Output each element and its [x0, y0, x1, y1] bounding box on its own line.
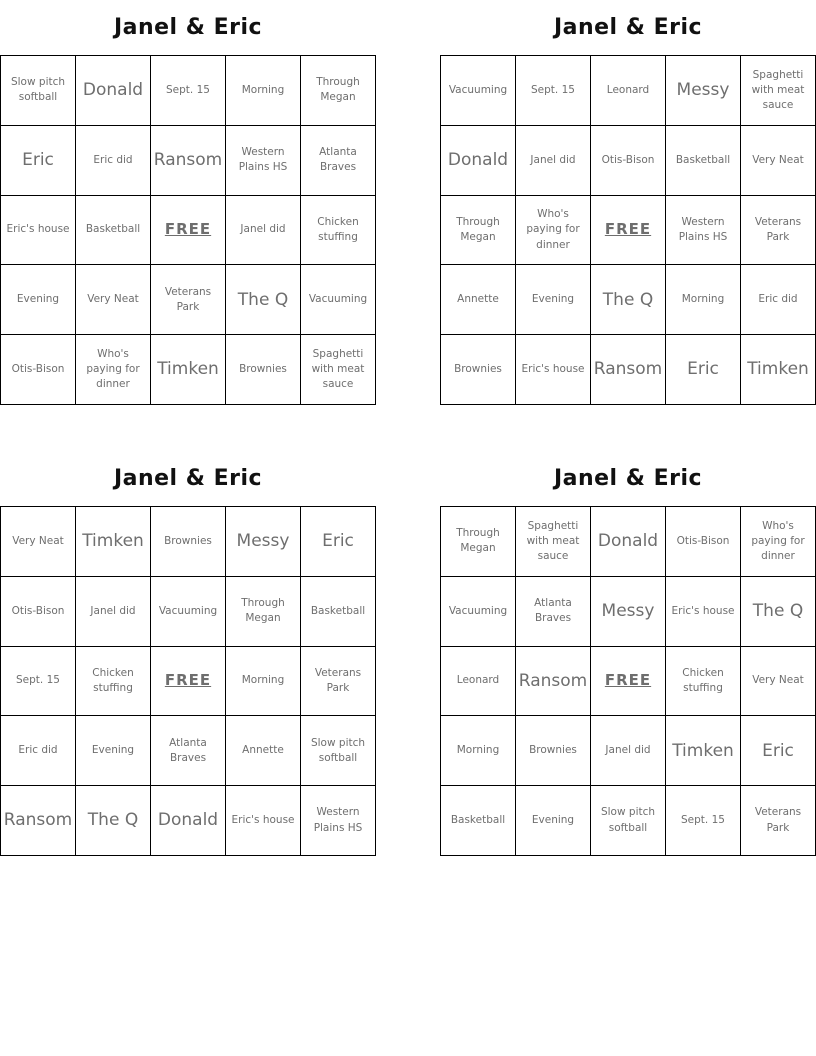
bingo-cell: Ransom: [516, 647, 591, 717]
bingo-cell: Otis-Bison: [1, 577, 76, 647]
bingo-cell: Donald: [441, 126, 516, 196]
bingo-cell: Brownies: [516, 716, 591, 786]
bingo-cell: Who's paying for dinner: [516, 196, 591, 266]
bingo-cell: Who's paying for dinner: [741, 507, 816, 577]
bingo-cell: Eric: [1, 126, 76, 196]
bingo-cell: Eric: [301, 507, 376, 577]
bingo-cell: Sept. 15: [151, 56, 226, 126]
bingo-cell: Chicken stuffing: [301, 196, 376, 266]
bingo-cell: Evening: [516, 265, 591, 335]
bingo-cell: Western Plains HS: [666, 196, 741, 266]
bingo-cell: Morning: [226, 647, 301, 717]
bingo-cell: Through Megan: [441, 507, 516, 577]
bingo-cell: Slow pitch softball: [301, 716, 376, 786]
bingo-cell: Veterans Park: [741, 196, 816, 266]
bingo-cell: Donald: [591, 507, 666, 577]
bingo-cell: Leonard: [591, 56, 666, 126]
bingo-cell: Vacuuming: [151, 577, 226, 647]
bingo-cell: Basketball: [301, 577, 376, 647]
bingo-cell: Janel did: [591, 716, 666, 786]
bingo-cell: Through Megan: [441, 196, 516, 266]
bingo-cell: Eric's house: [1, 196, 76, 266]
bingo-cell: Evening: [1, 265, 76, 335]
bingo-cell: Spaghetti with meat sauce: [301, 335, 376, 405]
bingo-cell: Ransom: [1, 786, 76, 856]
bingo-cell: Donald: [76, 56, 151, 126]
bingo-cell: Slow pitch softball: [1, 56, 76, 126]
bingo-cell: Sept. 15: [1, 647, 76, 717]
bingo-cell: Brownies: [441, 335, 516, 405]
bingo-cell: Eric's house: [666, 577, 741, 647]
bingo-cell: Janel did: [226, 196, 301, 266]
bingo-cell: Janel did: [76, 577, 151, 647]
bingo-grid: [440, 55, 816, 405]
bingo-cell: Janel did: [516, 126, 591, 196]
bingo-cell: Through Megan: [226, 577, 301, 647]
free-cell: FREE: [591, 647, 666, 717]
bingo-cell: The Q: [76, 786, 151, 856]
bingo-cell: Western Plains HS: [226, 126, 301, 196]
bingo-cell: Sept. 15: [516, 56, 591, 126]
bingo-cell: Eric did: [76, 126, 151, 196]
bingo-cell: Morning: [666, 265, 741, 335]
bingo-cell: Messy: [226, 507, 301, 577]
bingo-cell: Timken: [76, 507, 151, 577]
bingo-cell: Through Megan: [301, 56, 376, 126]
free-cell: FREE: [151, 196, 226, 266]
bingo-cell: Eric: [666, 335, 741, 405]
bingo-cell: Evening: [76, 716, 151, 786]
bingo-cell: Timken: [151, 335, 226, 405]
bingo-cell: Eric's house: [516, 335, 591, 405]
card-title: Janel & Eric: [113, 466, 263, 491]
bingo-cell: Morning: [441, 716, 516, 786]
bingo-cell: Otis-Bison: [666, 507, 741, 577]
card-title: Janel & Eric: [553, 15, 703, 40]
bingo-cell: Vacuuming: [441, 577, 516, 647]
bingo-cell: Veterans Park: [741, 786, 816, 856]
bingo-card: [440, 14, 816, 405]
bingo-cell: Brownies: [226, 335, 301, 405]
bingo-cell: Annette: [226, 716, 301, 786]
bingo-cell: Donald: [151, 786, 226, 856]
bingo-cell: Atlanta Braves: [151, 716, 226, 786]
bingo-cell: Timken: [741, 335, 816, 405]
bingo-cell: The Q: [591, 265, 666, 335]
bingo-cell: The Q: [741, 577, 816, 647]
bingo-cell: Very Neat: [76, 265, 151, 335]
bingo-cell: Otis-Bison: [591, 126, 666, 196]
bingo-cell: Slow pitch softball: [591, 786, 666, 856]
bingo-cell: Annette: [441, 265, 516, 335]
bingo-cell: Eric did: [1, 716, 76, 786]
bingo-cell: Eric: [741, 716, 816, 786]
bingo-cell: Basketball: [76, 196, 151, 266]
bingo-cell: Ransom: [151, 126, 226, 196]
bingo-cell: Basketball: [666, 126, 741, 196]
bingo-card: [440, 465, 816, 856]
bingo-cell: Vacuuming: [441, 56, 516, 126]
bingo-cell: Vacuuming: [301, 265, 376, 335]
bingo-cell: Atlanta Braves: [301, 126, 376, 196]
bingo-cell: Morning: [226, 56, 301, 126]
bingo-cell: Western Plains HS: [301, 786, 376, 856]
bingo-cell: Very Neat: [1, 507, 76, 577]
bingo-cell: Ransom: [591, 335, 666, 405]
card-title: Janel & Eric: [113, 15, 263, 40]
bingo-cell: Brownies: [151, 507, 226, 577]
bingo-cell: Evening: [516, 786, 591, 856]
bingo-cell: Very Neat: [741, 126, 816, 196]
bingo-cell: Atlanta Braves: [516, 577, 591, 647]
bingo-cell: Eric's house: [226, 786, 301, 856]
free-cell: FREE: [151, 647, 226, 717]
bingo-cell: Eric did: [741, 265, 816, 335]
bingo-cell: Messy: [591, 577, 666, 647]
bingo-grid: [0, 55, 376, 405]
free-cell: FREE: [591, 196, 666, 266]
bingo-cell: Who's paying for dinner: [76, 335, 151, 405]
bingo-cell: Basketball: [441, 786, 516, 856]
bingo-card: [0, 14, 376, 405]
bingo-cell: Messy: [666, 56, 741, 126]
bingo-cell: Sept. 15: [666, 786, 741, 856]
bingo-cell: Chicken stuffing: [666, 647, 741, 717]
bingo-card: [0, 465, 376, 856]
bingo-cell: Leonard: [441, 647, 516, 717]
bingo-cell: Spaghetti with meat sauce: [741, 56, 816, 126]
bingo-cell: Very Neat: [741, 647, 816, 717]
bingo-grid: [0, 506, 376, 856]
card-title: Janel & Eric: [553, 466, 703, 491]
bingo-cell: Otis-Bison: [1, 335, 76, 405]
bingo-cell: Chicken stuffing: [76, 647, 151, 717]
bingo-cell: The Q: [226, 265, 301, 335]
bingo-cell: Spaghetti with meat sauce: [516, 507, 591, 577]
bingo-cell: Veterans Park: [151, 265, 226, 335]
bingo-cell: Veterans Park: [301, 647, 376, 717]
bingo-cell: Timken: [666, 716, 741, 786]
bingo-grid: [440, 506, 816, 856]
